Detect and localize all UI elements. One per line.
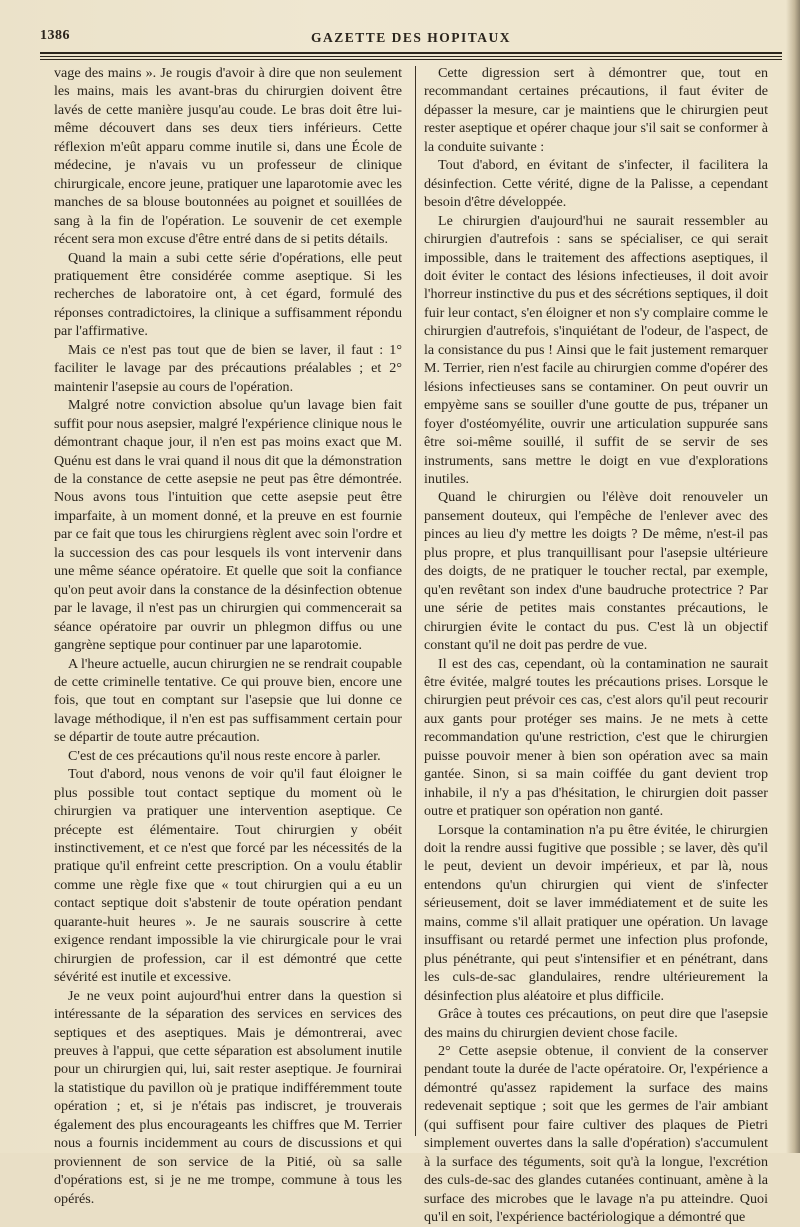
header-rule xyxy=(40,56,782,57)
header-rule xyxy=(40,59,782,60)
paragraph: Je ne veux point aujourd'hui entrer dans la question si intéressante de la séparation des services en services des septiques et des aseptiques. Mais je démontrerai, avec preuves à l'appui, que cette séparation est absolument inutile pour un chirurgien qui, lui, sait rester aseptique. Je fournirai la statistique du pavillon où je pratique indifféremment toute opération ; et, si je n'étais pas indiscret, je trouverais également des plus encourageants les chiffres que M. Terrier nous a fournis incidemment au cours de discussions et qui proviennent de son service de la Pitié, où sa salle d'opérations est, si je ne me trompe, commune à tous les opérés. xyxy=(54,987,402,1207)
journal-title: GAZETTE DES HOPITAUX xyxy=(310,30,512,45)
page-header xyxy=(40,28,782,50)
paragraph: Quand le chirurgien ou l'élève doit renouveler un pansement douteux, qui l'empêche de l'enlever avec des pinces au lieu d'y mettre les doigts ? De même, n'est-il pas plus propre, et plus tranquillisant pour l'asepsie ultérieure des doigts, de ne pratiquer le toucher rectal, par exemple, qu'en revêtant son index d'une baudruche protectrice ? Par une série de petites mais constantes précautions, le chirurgien évite le contact du pus. C'est là un objectif constant qu'il ne doit pas perdre de vue. xyxy=(424,489,768,654)
paragraph: C'est de ces précautions qu'il nous reste encore à parler. xyxy=(68,747,381,764)
column-divider xyxy=(415,66,416,1136)
page-number: 1386 xyxy=(40,28,70,43)
paragraph: Mais ce n'est pas tout que de bien se laver, il faut : 1° faciliter le lavage par des précautions préalables ; et 2° maintenir l'asepsie au cours de l'opération. xyxy=(54,341,402,395)
paragraph: A l'heure actuelle, aucun chirurgien ne se rendrait coupable de cette criminelle tentative. Ce qui prouve bien, encore une fois, que tout en comptant sur l'asepsie que lui donne ce lavage méthodique, il n'en est pas suffisamment certain pour se départir de toute autre précaution. xyxy=(54,655,402,746)
paragraph: Tout d'abord, nous venons de voir qu'il faut éloigner le plus possible tout contact septique du moment où le chirurgien va pratiquer une intervention aseptique. Ce précepte est élémentaire. Tout chirurgien y obéit instinctivement, et ce n'est que forcé par les nécessités de la pratique qu'il enfreint cette prescription. On a voulu établir comme une règle fixe que « tout chirurgien qui a eu un contact septique doit s'abstenir de toute opération pendant quarante-huit heures ». Je ne saurais souscrire à cette exigence rendant impossible la vie chirurgicale pour le vrai chirurgien de profession, car il est démontré que cette sévérité est inutile et excessive. xyxy=(54,766,402,986)
paragraph: Lorsque la contamination n'a pu être évitée, le chirurgien doit la rendre aussi fugitive que possible ; se laver, dès qu'il le peut, devient un devoir impérieux, et par là, nous entendons qu'un chirurgien qui vient de s'infecter sérieusement, doit se laver immédiatement et de suite les mains, comme s'il allait pratiquer une opération. Un lavage insuffisant ou retardé permet une infection plus profonde, plus pénétrante, qui peut s'intensifier et en pénétrant, dans les culs-de-sac glandulaires, rendre ultérieurement la désinfection plus aléatoire et plus difficile. xyxy=(424,821,768,1004)
paragraph: Il est des cas, cependant, où la contamination ne saurait être évitée, malgré toutes les précautions prises. Lorsque le chirurgien peut prévoir ces cas, c'est alors qu'il peut recourir aux gants pour protéger ses mains. Je ne mets à cette recommandation qu'une restriction, c'est que le chirurgien puisse pouvoir mener à bien son opération avec sa main gantée. Sinon, si sa main coiffée du gant devient trop inhabile, il n'y a pas d'hésitation, le chirurgien doit passer outre et pratiquer son opération non ganté. xyxy=(424,655,768,820)
paragraph: Malgré notre conviction absolue qu'un lavage bien fait suffit pour nous asepsier, malgré l'expérience clinique nous le démontrant chaque jour, il n'en est pas moins exact que M. Quénu est dans le vrai quand il nous dit que la démonstration de la constance de cette asepsie ne peut pas être démontrée. Nous avons tous l'intuition que cette asepsie peut être imparfaite, à un moment donné, et la preuve en est fournie par ce fait que tous les chirurgiens règlent avec soin l'ordre et la succession des cas pour lesquels ils vont intervenir dans une même séance opératoire. Et quelle que soit la confiance qu'on peut avoir dans la constance de la désinfection obtenue par le lavage, il n'est pas un chirurgien qui commencerait sa séance opératoire par ouvrir un phlegmon diffus ou une gangrène septique pour continuer par une laparotomie. xyxy=(54,397,402,654)
right-column xyxy=(424,64,768,1226)
paragraph: vage des mains ». Je rougis d'avoir à dire que non seulement les mains, mais les avant-bras du chirurgien doivent être lavés de cette manière jusqu'au coude. Le bras doit être lui-même découvert dans ses deux tiers inférieurs. Cette réflexion m'eût apparu comme inutile si, dans une École de médecine, je n'avais vu un professeur de clinique chirurgicale, encore jeune, pratiquer une laparotomie avec les manches de sa blouse boutonnées au poignet et souillées de sang à la fin de l'opération. Le souvenir de cet exemple récent sera mon excuse d'être entré dans de si petits détails. xyxy=(54,65,402,248)
paragraph: Quand la main a subi cette série d'opérations, elle peut pratiquement être considérée comme aseptique. Si les recherches de laboratoire ont, à cet égard, formulé des réponses contradictoires, la clinique a suffisamment répondu par l'affirmative. xyxy=(54,249,402,340)
paragraph: 2° Cette asepsie obtenue, il convient de la conserver pendant toute la durée de l'acte opératoire. Or, l'expérience a démontré qu'assez rapidement la surface des mains redevenait septique ; soit que les germes de l'air ambiant (qui suffisent pour faire cultiver des plaques de Pietri simplement ouvertes dans la salle d'opération) s'accumulent à la surface des téguments, soit qu'à la longue, l'excrétion des culs-de-sac des glandes cutanées continuant, amène à la surface des microbes que le lavage n'a pu atteindre. Quoi qu'il en soit, l'expérience bactériologique a démontré que xyxy=(424,1043,768,1226)
left-column xyxy=(54,64,402,1207)
header-rule xyxy=(40,52,782,54)
paragraph: Grâce à toutes ces précautions, on peut dire que l'asepsie des mains du chirurgien devient chose facile. xyxy=(424,1006,768,1041)
paragraph: Cette digression sert à démontrer que, tout en recommandant certaines précautions, il faut éviter de dépasser la mesure, car je maintiens que le chirurgien peut rester aseptique et opérer chaque jour s'il sait se conformer à la conduite suivante : xyxy=(424,65,768,155)
page-edge-shadow xyxy=(786,0,800,1153)
paragraph: Le chirurgien d'aujourd'hui ne saurait ressembler au chirurgien d'autrefois : sans se spécialiser, ce qui serait impossible, dans le traitement des affections aseptiques, il doit éviter le contact des lésions infectieuses, il doit avoir l'horreur instinctive du pus et des sécrétions septiques, il doit fuir leur contact, s'en éloigner et non s'y complaire comme le chirurgien d'autrefois, s'inquiétant de l'odeur, de l'aspect, de la consistance du pus ! Ainsi que le fait justement remarquer M. Terrier, rien n'est facile au chirurgien comme d'opérer des lésions infectieuses sans se contaminer. On peut ouvrir un empyème sans se souiller d'une goutte de pus, trépaner un foyer d'ostéomyélite, ouvrir une articulation suppurée sans être soi-même souillé, il suffit de se servir de ses instruments, sans mettre le doigt en vue d'explorations inutiles. xyxy=(424,212,768,487)
paragraph: Tout d'abord, en évitant de s'infecter, il facilitera la désinfection. Cette vérité, digne de la Palisse, a cependant besoin d'être développée. xyxy=(424,157,768,211)
